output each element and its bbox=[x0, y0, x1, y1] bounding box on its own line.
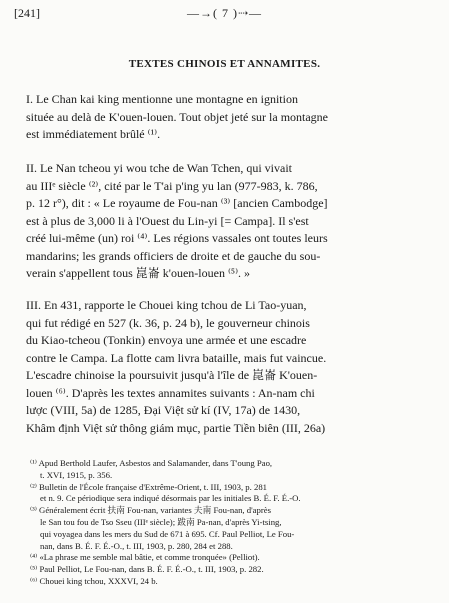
footnote-line: nan, dans B. É. F. É.-O., t. III, 1903, p. 280, 284 et 288. bbox=[40, 540, 233, 551]
section-title: TEXTES CHINOIS ET ANNAMITES. bbox=[128, 58, 321, 70]
paragraph-line: est à plus de 3,000 li à l'Ouest du Lin-yi [= Campa]. Il s'est bbox=[26, 213, 309, 228]
paragraph-line: lược (VIII, 5a) de 1285, Đại Việt sử kí (IV, 17a) de 1430, bbox=[26, 403, 301, 417]
page-number: [241] bbox=[14, 6, 40, 20]
page-header bbox=[14, 4, 435, 22]
footnote-line: ⁽³⁾ Généralement écrit 扶南 Fou-nan, variantes 夫南 Fou-nan, d'après bbox=[30, 505, 271, 516]
paragraph-3 bbox=[26, 297, 428, 437]
paragraph-line: du Kiao-tcheou (Tonkin) envoya une armée et une escadre bbox=[26, 333, 307, 347]
footnotes bbox=[30, 458, 430, 588]
footnote-line: ⁽⁴⁾ «La phrase me semble mal bâtie, et comme tronquée» (Pelliot). bbox=[30, 552, 260, 563]
paragraph-line: III. En 431, rapporte le Chouei king tchou de Li Tao-yuan, bbox=[26, 298, 307, 312]
footnote-line: ⁽¹⁾ Apud Berthold Laufer, Asbestos and Salamander, dans T'oung Pao, bbox=[30, 458, 273, 468]
paragraph-line: qui fut rédigé en 527 (k. 36, p. 24 b), le gouverneur chinois bbox=[26, 315, 310, 330]
footnote-line: ⁽²⁾ Bulletin de l'École française d'Extrême-Orient, t. III, 1903, p. 281 bbox=[30, 481, 268, 492]
paragraph-line: I. Le Chan kai king mentionne une montagne en ignition bbox=[26, 92, 298, 106]
paragraph-2 bbox=[26, 160, 428, 283]
paragraph-line: mandarins; les grands officiers de droite et de gauche du sou- bbox=[26, 248, 321, 263]
footnote-line: qui voyagea dans les mers du Sud de 671 à 695. Cf. Paul Pelliot, Le Fou- bbox=[40, 528, 295, 539]
footnote-line: et n. 9. Ce périodique sera indiqué désormais par les initiales B. É. F. É.-O. bbox=[40, 493, 301, 504]
paragraph-line: L'escadre chinoise la poursuivit jusqu'à l'île de 崑崙 K'ouen- bbox=[26, 368, 318, 382]
paragraph-line: créé lui-même (un) roi ⁽⁴⁾. Les régions vassales ont toutes leurs bbox=[26, 231, 328, 245]
paragraph-line: au IIIᵉ siècle ⁽²⁾, cité par le T'ai p'ing yu lan (977-983, k. 786, bbox=[26, 178, 318, 193]
paragraph-line: II. Le Nan tcheou yi wou tche de Wan Tchen, qui vivait bbox=[26, 161, 293, 175]
paragraph-line: louen ⁽⁶⁾. D'après les textes annamites suivants : An-nam chi bbox=[26, 385, 315, 400]
paragraph-line: est immédiatement brûlé ⁽¹⁾. bbox=[26, 127, 161, 141]
paragraph-1 bbox=[26, 91, 428, 144]
footnote-line: ⁽⁵⁾ Paul Pelliot, Le Fou-nan, dans B. É. F. É.-O., t. III, 1903, p. 282. bbox=[30, 564, 264, 575]
footnote-line: le San tou fou de Tso Sseu (IIIᵉ siècle); 跋南 Pa-nan, d'après Yi-tsing, bbox=[40, 516, 282, 527]
paragraph-line: verain s'appellent tous 崑崙 k'ouen-louen ⁽⁵⁾. » bbox=[26, 266, 251, 280]
header-ornament: —→( 7 )⇢— bbox=[186, 6, 263, 20]
paragraph-line: située au delà de K'ouen-louen. Tout objet jeté sur la montagne bbox=[26, 109, 329, 124]
paragraph-line: contre le Campa. La flotte cam livra bataille, mais fut vaincue. bbox=[26, 350, 327, 365]
paragraph-line: Khâm định Việt sử thông giám mục, partie Tiền biên (III, 26a) bbox=[26, 420, 326, 435]
paragraph-line: p. 12 r°), dit : « Le royaume de Fou-nan ⁽³⁾ [ancien Cambodge] bbox=[26, 196, 328, 210]
footnote-line: ⁽⁶⁾ Chouei king tchou, XXXVI, 24 b. bbox=[30, 575, 158, 586]
footnote-line: t. XVI, 1915, p. 356. bbox=[40, 469, 113, 480]
